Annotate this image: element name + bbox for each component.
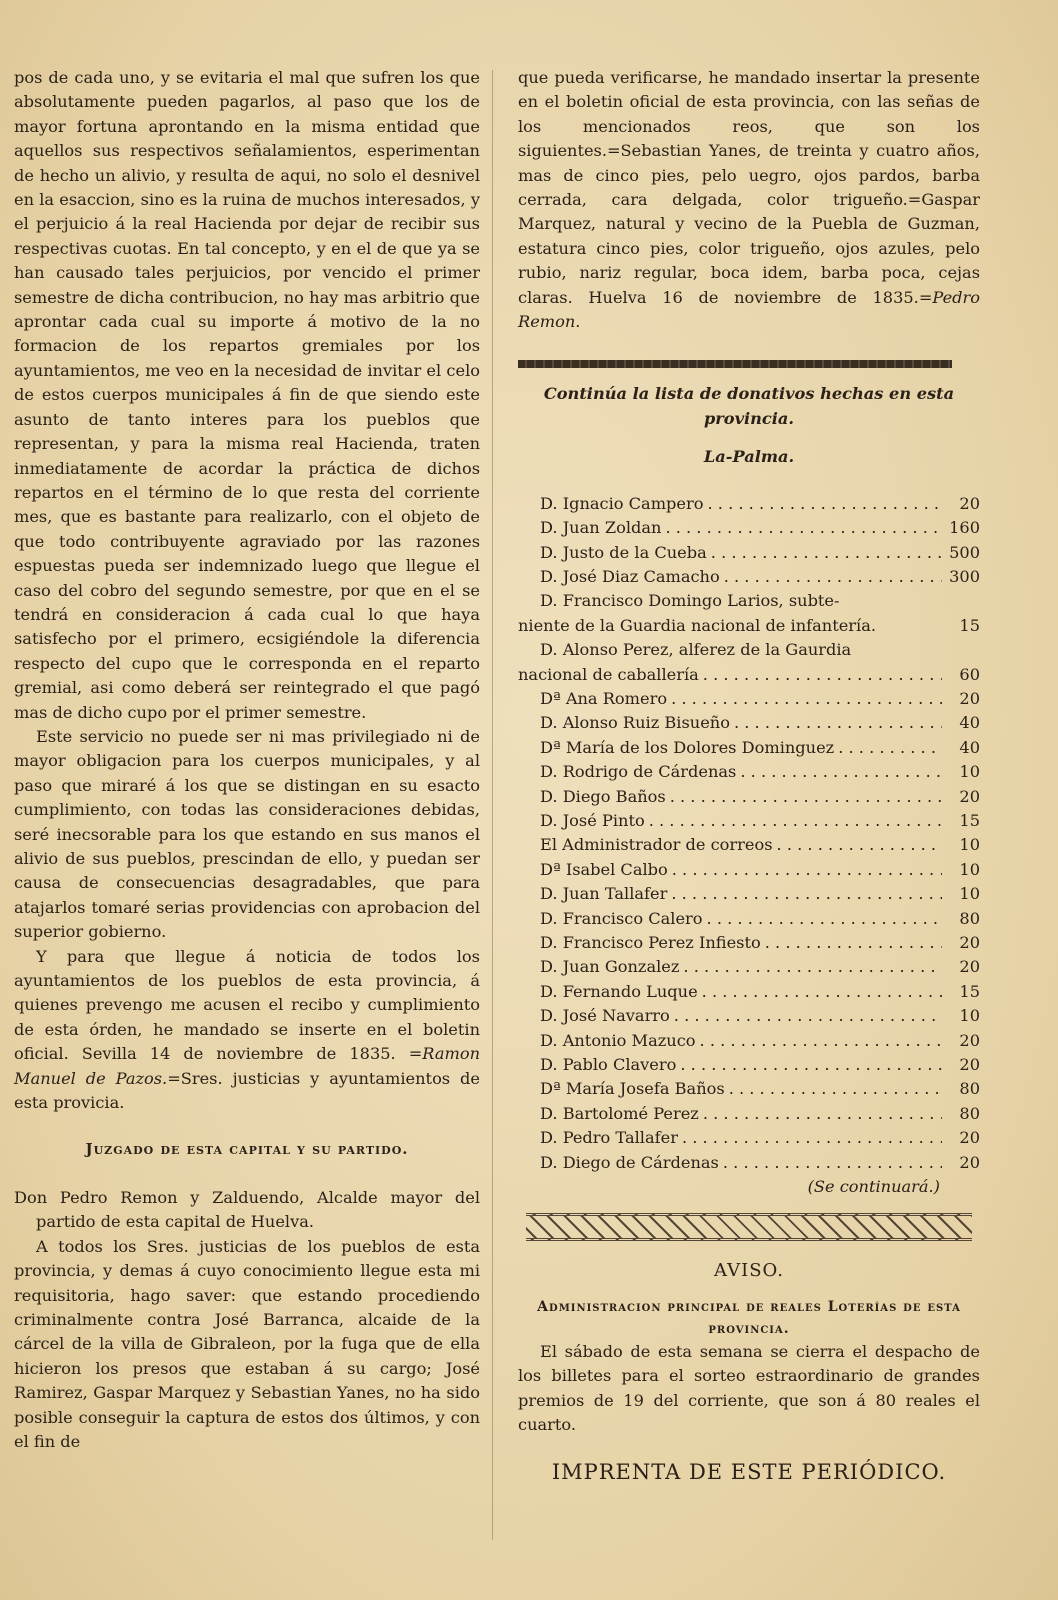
leader-dots — [670, 1004, 942, 1028]
donor-perez-amount: 60 — [959, 664, 980, 684]
donor-row — [518, 687, 980, 711]
donor-perez-line1: D. Alonso Perez, alferez de la Gaurdia — [540, 640, 852, 660]
ornament-rule — [526, 1213, 972, 1241]
signature-remon: =Pedro Remon. — [518, 287, 980, 332]
donor-name: D. Pablo Clavero — [540, 1055, 677, 1075]
noticia-text: Y para que llegue á noticia de todos los ayuntamientos de los pueblos de esta provincia, á quienes prevengo me acusen el recibo y cumplimiento de esta órden, he mandado se inserte en el boletin oficial. Sevilla 14 de noviembre de 1835. — [14, 946, 480, 1064]
donor-row — [518, 1004, 980, 1028]
donor-name: D. Justo de la Cueba — [540, 542, 707, 562]
continuara-note: (Se continuará.) — [807, 1177, 940, 1197]
donor-amount: 20 — [959, 1030, 980, 1050]
leader-dots — [834, 736, 942, 760]
donor-amount: 20 — [959, 957, 980, 977]
donor-amount: 160 — [949, 518, 980, 538]
donor-name: D. Francisco Perez Infiesto — [540, 933, 761, 952]
leader-dots — [707, 541, 942, 565]
donor-amount: 20 — [959, 688, 980, 708]
donor-row — [518, 1077, 980, 1101]
donor-name: D. Diego Baños — [540, 786, 666, 806]
donor-name: D. Antonio Mazuco — [540, 1030, 696, 1050]
donor-amount: 10 — [959, 1006, 980, 1026]
leader-dots — [761, 931, 942, 955]
donor-amount: 40 — [959, 713, 980, 733]
donor-amount: 40 — [959, 737, 980, 757]
donor-row — [518, 565, 980, 589]
donor-name: Dª María Josefa Baños — [540, 1079, 725, 1099]
donor-row — [518, 736, 980, 760]
donor-perez-line2: nacional de caballería — [518, 664, 699, 684]
donor-amount: 20 — [959, 493, 980, 513]
reos-text: que pueda verificarse, he mandado insertar la presente en el boletin oficial de esta provincia, con las señas de los mencionados reos, que son los siguientes.=Sebastian Yanes, de treinta y cuatro años, mas de cinco pies, pelo uegro, ojos pardos, barba cerrada, cara delgada, color trigueño.=Gaspar Marquez, natural y vecino de la Puebla de Guzman, estatura cinco pies, color trigueño, ojos azules, pelo rubio, nariz regular, boca idem, barba poca, cejas claras. Huelva 16 de noviembre de 1835. — [518, 68, 980, 307]
donor-row — [518, 858, 980, 882]
donor-row — [518, 1126, 980, 1150]
donor-larios-line1: D. Francisco Domingo Larios, subte- — [540, 591, 840, 611]
right-column — [518, 66, 980, 1484]
leader-dots — [667, 882, 942, 906]
donor-list-2 — [518, 687, 980, 1175]
donor-name: D. Bartolomé Perez — [540, 1103, 699, 1123]
leader-dots — [773, 833, 942, 857]
donor-amount: 80 — [959, 1103, 980, 1123]
leader-dots — [667, 687, 942, 711]
donor-name: D. José Diaz Camacho — [540, 566, 720, 586]
donor-alonso-perez — [518, 638, 980, 687]
donor-name: D. José Pinto — [540, 810, 645, 830]
paragraph-noticia — [14, 945, 480, 1116]
leader-dots — [696, 1029, 942, 1053]
donor-name: D. Fernando Luque — [540, 981, 698, 1001]
donor-amount: 10 — [959, 859, 980, 879]
donor-larios-line2: niente de la Guardia nacional de infantería. — [518, 615, 876, 635]
left-column — [14, 66, 480, 1454]
section-rule — [518, 360, 952, 368]
donor-row — [518, 833, 980, 857]
paragraph-aviso: El sábado de esta semana se cierra el despacho de los billetes para el sorteo estraordinario de grandes premios de 19 del corriente, que son á 80 reales el cuarto. — [518, 1341, 980, 1435]
leader-dots — [668, 858, 942, 882]
leader-dots — [666, 785, 942, 809]
donor-name: D. Juan Zoldan — [540, 518, 662, 538]
leader-dots — [699, 1102, 942, 1126]
donor-row — [518, 760, 980, 784]
leader-dots — [645, 809, 942, 833]
paragraph-servicio: Este servicio no puede ser ni mas privilegiado ni de mayor obligacion para los cuerpos municipales, y al paso que miraré á los que se distingan en su esacto cumplimiento, con todas las consideraciones debidas, seré inecsorable para los que estando en sus manos el alivio de sus pueblos, prescindan de ello, y puedan ser causa de consecuencias desagradables, que para atajarlos tomaré serias providencias con aprobacion del superior gobierno. — [14, 726, 480, 942]
donor-amount: 15 — [959, 981, 980, 1001]
leader-dots — [725, 1077, 942, 1101]
donor-amount: 300 — [949, 566, 980, 586]
donor-row — [518, 492, 980, 516]
donor-amount: 80 — [959, 908, 980, 928]
donor-larios — [518, 589, 980, 638]
noticia-tail: =Sres. justicias y ayuntamientos de esta provicia. — [14, 1068, 480, 1113]
donor-name: D. Ignacio Campero — [540, 493, 704, 513]
admin-heading: Administracion principal de reales Loterías de esta provincia. — [537, 1298, 961, 1337]
donor-amount: 10 — [959, 762, 980, 782]
donor-row — [518, 711, 980, 735]
leader-dots — [698, 980, 942, 1004]
donor-name: D. Juan Tallafer — [540, 884, 668, 904]
donor-row — [518, 1102, 980, 1126]
donor-amount: 20 — [959, 1152, 980, 1172]
donor-name: El Administrador de correos — [540, 835, 773, 855]
leader-dots — [678, 1126, 942, 1150]
donor-name: D. Francisco Calero — [540, 908, 703, 928]
donativos-title: Continúa la lista de donativos hechas en esta provincia. — [543, 384, 955, 428]
donor-row — [518, 785, 980, 809]
donor-name: D. Juan Gonzalez — [540, 957, 680, 977]
column-divider — [492, 70, 493, 1540]
don-pedro-title: Don Pedro Remon y Zalduendo, Alcalde mayor del partido de esta capital de Huelva. — [14, 1187, 480, 1232]
leader-dots — [730, 711, 942, 735]
donor-amount: 20 — [959, 1055, 980, 1075]
donor-name: D. Rodrigo de Cárdenas — [540, 762, 737, 782]
donor-row — [518, 931, 980, 955]
donor-amount: 20 — [959, 786, 980, 806]
leader-dots — [661, 516, 942, 540]
donor-amount: 10 — [959, 835, 980, 855]
place-title: La-Palma. — [703, 447, 795, 467]
donor-amount: 20 — [959, 933, 980, 952]
donor-amount: 80 — [959, 1079, 980, 1099]
paragraph-reos — [518, 66, 980, 334]
donor-row — [518, 1053, 980, 1077]
aviso-heading: AVISO. — [714, 1260, 784, 1282]
donor-row — [518, 1029, 980, 1053]
donor-row — [518, 516, 980, 540]
leader-dots — [703, 907, 942, 931]
leader-dots — [676, 1053, 942, 1077]
signature-pazos: =Ramon Manuel de Pazos. — [14, 1044, 480, 1088]
donor-row — [518, 1151, 980, 1175]
donor-name: D. Pedro Tallafer — [540, 1128, 678, 1148]
donor-row — [518, 882, 980, 906]
donor-amount: 15 — [959, 810, 980, 830]
donor-name: D. José Navarro — [540, 1006, 670, 1026]
leader-dots — [736, 760, 942, 784]
donor-row — [518, 955, 980, 979]
leader-dots — [679, 955, 942, 979]
leader-dots — [719, 1151, 942, 1175]
donor-amount: 20 — [959, 1128, 980, 1148]
donor-amount: 10 — [959, 884, 980, 904]
donor-larios-amount: 15 — [959, 615, 980, 635]
donor-row — [518, 980, 980, 1004]
donor-row — [518, 541, 980, 565]
imprenta-footer: IMPRENTA DE ESTE PERIÓDICO. — [551, 1459, 947, 1484]
paragraph-contribucion: pos de cada uno, y se evitaria el mal que sufren los que absolutamente pueden pagarlos, al paso que los de mayor fortuna aprontando en la misma entidad que aquellos sus respectivos señalamientos, esperimentan de hecho un alivio, y resulta de aqui, no solo el desnivel en la esaccion, sino es la ruina de muchos interesados, y el perjuicio á la real Hacienda por dejar de recibir sus respectivas cuotas. En tal concepto, y en el de que ya se han causado tales perjuicios, por vencido el primer semestre de dicha contribucion, no hay mas arbitrio que aprontar cada cual su importe á motivo de la no formacion de los repartos gremiales por los ayuntamientos, me veo en la necesidad de invitar el celo de estos cuerpos municipales á fin de que siendo este asunto de tanto interes para los pueblos que representan, y para la misma real Hacienda, traten inmediatamente de acordar la práctica de dichos repartos en el término de lo que resta del corriente mes, que es bastante para realizarlo, con el objeto de que todo contribuyente agraviado por las razones espuestas pueda ser indemnizado luego que llegue el caso del cobro del segundo semestre, por que en el se tendrá en consideracion á cada cual lo que haya satisfecho por el primero, ecsigiéndole la diferencia respecto del cupo que le corresponda en el reparto gremial, asi como deberá ser reintegrado el que pagó mas de dicho cupo por el primer semestre. — [14, 68, 480, 722]
donor-name: D. Alonso Ruiz Bisueño — [540, 713, 730, 733]
donor-name: D. Diego de Cárdenas — [540, 1152, 719, 1172]
donor-list-1 — [518, 492, 980, 590]
paragraph-requisitoria: A todos los Sres. justicias de los pueblos de esta provincia, y demas á cuyo conocimiento llegue esta mi requisitoria, hago saver: que estando procediendo criminalmente contra José Barranca, alcaide de la cárcel de la villa de Gibraleon, por la fuga que de ella hicieron los presos que estaban á su cargo; José Ramirez, Gaspar Marquez y Sebastian Yanes, no ha sido posible conseguir la captura de estos dos últimos, y con el fin de — [14, 1236, 480, 1451]
heading-juzgado: Juzgado de esta capital y su partido. — [85, 1140, 409, 1159]
donor-name: Dª Ana Romero — [540, 688, 668, 708]
donor-amount: 500 — [949, 542, 980, 562]
donor-name: Dª María de los Dolores Dominguez — [540, 737, 835, 757]
leader-dots — [703, 492, 942, 516]
donor-name: Dª Isabel Calbo — [540, 859, 668, 879]
donor-row — [518, 907, 980, 931]
leader-dots — [720, 565, 942, 589]
donor-row — [518, 809, 980, 833]
